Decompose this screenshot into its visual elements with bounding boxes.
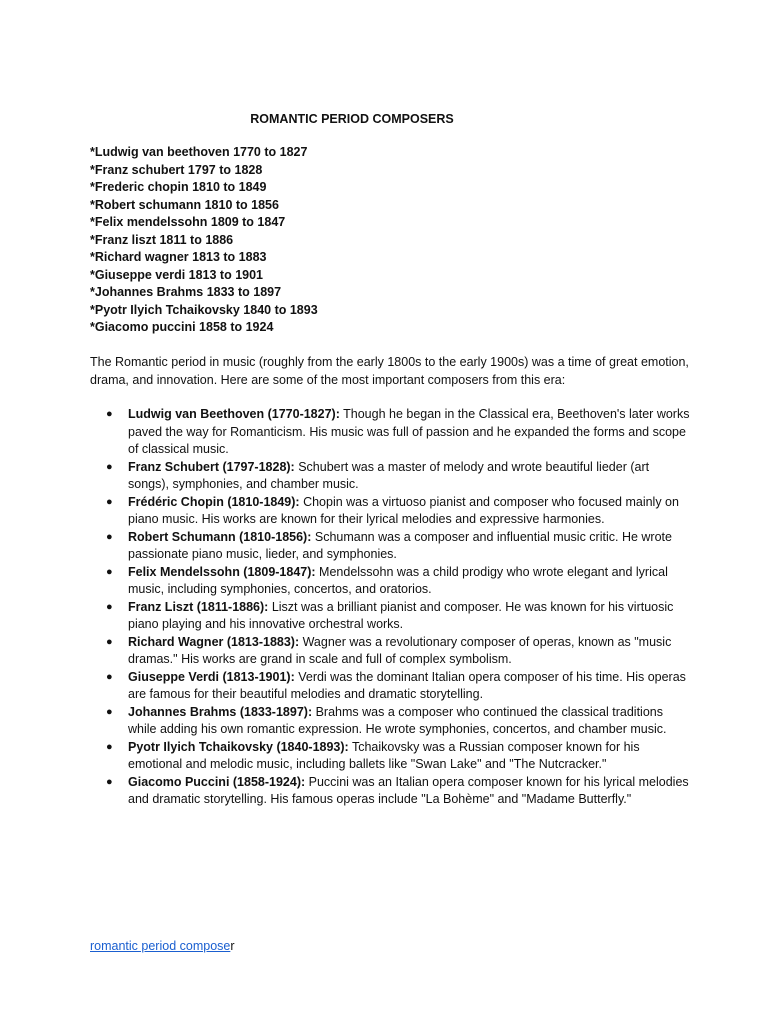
composer-list-item: *Ludwig van beethoven 1770 to 1827 xyxy=(90,145,308,159)
document-title: ROMANTIC PERIOD COMPOSERS xyxy=(250,112,454,126)
bio-item xyxy=(90,669,690,704)
bio-item xyxy=(90,459,690,494)
bio-item xyxy=(90,704,690,739)
footer-link-text[interactable]: romantic period compose xyxy=(90,939,231,953)
bio-name: Giacomo Puccini (1858-1924): xyxy=(128,774,306,789)
bio-name: Frédéric Chopin (1810-1849): xyxy=(128,494,300,509)
bio-name: Johannes Brahms (1833-1897): xyxy=(128,704,313,719)
bio-item xyxy=(90,494,690,529)
bio-name: Franz Schubert (1797-1828): xyxy=(128,459,295,474)
bullet-icon: ● xyxy=(106,635,113,648)
bio-text: Chopin was a virtuoso pianist and composer who focused mainly on piano music. His works are known for their lyrical melodies and expressive harmonies. xyxy=(128,494,679,526)
bullet-icon: ● xyxy=(106,600,113,613)
composer-list-item: *Pyotr Ilyich Tchaikovsky 1840 to 1893 xyxy=(90,302,318,317)
composer-list-item: *Giuseppe verdi 1813 to 1901 xyxy=(90,267,264,282)
bio-item xyxy=(90,529,690,564)
bio-name: Ludwig van Beethoven (1770-1827): xyxy=(128,407,340,421)
bio-name: Felix Mendelssohn (1809-1847): xyxy=(128,564,316,579)
bio-item xyxy=(90,564,690,599)
bullet-icon: ● xyxy=(106,408,113,420)
intro-paragraph: The Romantic period in music (roughly from the early 1800s to the early 1900s) was a time of great emotion, drama, and innovation. Here are some of the most important composers from this era: xyxy=(90,355,689,387)
bullet-icon: ● xyxy=(106,530,113,543)
bio-item xyxy=(90,774,690,809)
bio-text: Brahms was a composer who continued the classical traditions while adding his own romantic expression. He wrote symphonies, concertos, and chamber music. xyxy=(128,704,667,736)
bullet-icon: ● xyxy=(106,775,113,788)
composer-list-item: *Richard wagner 1813 to 1883 xyxy=(90,250,267,264)
footer-link-trailing-text: r xyxy=(230,939,235,953)
bullet-icon: ● xyxy=(106,460,113,473)
composer-list xyxy=(90,144,318,337)
bio-item xyxy=(90,599,690,634)
bio-name: Giuseppe Verdi (1813-1901): xyxy=(128,669,295,684)
composer-list-item: *Johannes Brahms 1833 to 1897 xyxy=(90,285,282,299)
bio-name: Robert Schumann (1810-1856): xyxy=(128,529,312,544)
composer-list-item: *Felix mendelssohn 1809 to 1847 xyxy=(90,215,286,229)
footer-link[interactable] xyxy=(90,937,235,955)
bio-name: Pyotr Ilyich Tchaikovsky (1840-1893): xyxy=(128,739,349,754)
composer-bio-list xyxy=(90,406,690,809)
bio-text: Though he began in the Classical era, Beethoven's later works paved the way for Romanticism. His music was full of passion and he expanded the forms and scope of classical music. xyxy=(128,407,690,456)
bio-text: Verdi was the dominant Italian opera composer of his time. His operas are famous for their beautiful melodies and dramatic storytelling. xyxy=(128,669,686,701)
bio-item xyxy=(90,739,690,774)
bullet-icon: ● xyxy=(106,740,113,753)
bullet-icon: ● xyxy=(106,705,113,718)
bio-text: Puccini was an Italian opera composer known for his lyrical melodies and dramatic storytelling. His famous operas include "La Bohème" and "Madame Butterfly." xyxy=(128,774,689,806)
bio-item xyxy=(90,406,690,459)
bio-name: Franz Liszt (1811-1886): xyxy=(128,599,269,614)
composer-list-item: *Robert schumann 1810 to 1856 xyxy=(90,197,279,212)
bio-text: Schumann was a composer and influential music critic. He wrote passionate piano music, lieder, and symphonies. xyxy=(128,529,672,561)
composer-list-item: *Franz liszt 1811 to 1886 xyxy=(90,232,234,247)
composer-list-item: *Frederic chopin 1810 to 1849 xyxy=(90,180,267,194)
composer-list-item: *Giacomo puccini 1858 to 1924 xyxy=(90,320,274,334)
bullet-icon: ● xyxy=(106,495,113,508)
bio-text: Liszt was a brilliant pianist and composer. He was known for his virtuosic piano playing and his innovative orchestral works. xyxy=(128,599,674,631)
bullet-icon: ● xyxy=(106,565,113,578)
bio-text: Schubert was a master of melody and wrote beautiful lieder (art songs), symphonies, and chamber music. xyxy=(128,459,650,491)
bio-text: Wagner was a revolutionary composer of operas, known as "music dramas." His works are grand in scale and full of complex symbolism. xyxy=(128,634,672,666)
bullet-icon: ● xyxy=(106,670,113,683)
bio-text: Tchaikovsky was a Russian composer known for his emotional and melodic music, including ballets like "Swan Lake" and "The Nutcracker." xyxy=(128,739,640,771)
bio-item xyxy=(90,634,690,669)
composer-list-item: *Franz schubert 1797 to 1828 xyxy=(90,162,263,177)
bio-text: Mendelssohn was a child prodigy who wrote elegant and lyrical music, including symphonies, concertos, and oratorios. xyxy=(128,564,668,596)
bio-name: Richard Wagner (1813-1883): xyxy=(128,634,300,649)
